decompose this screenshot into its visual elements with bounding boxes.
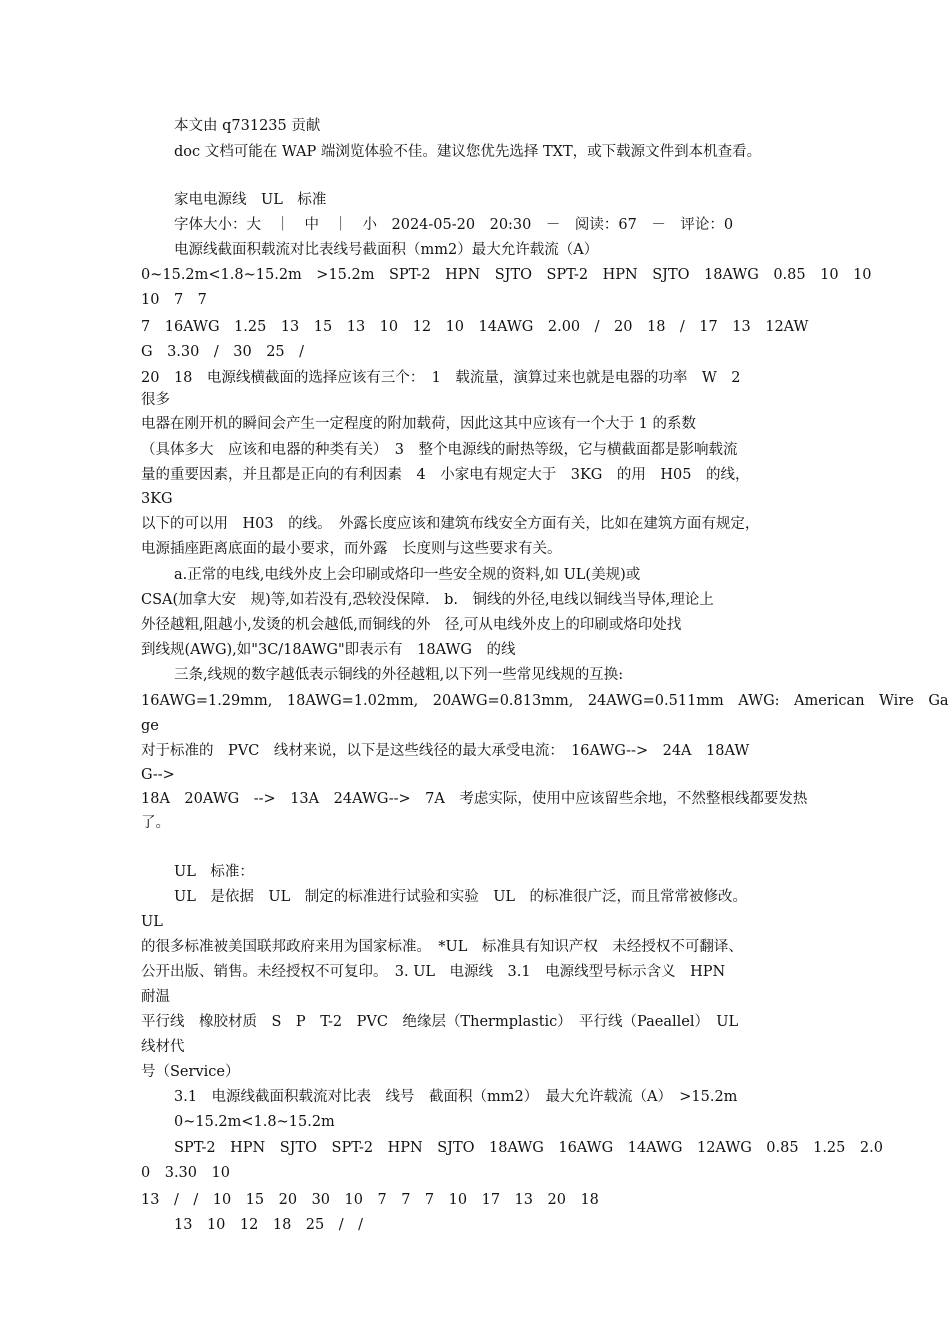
text-line: 10 7 7 (141, 292, 207, 308)
doc-notice-line: doc 文档可能在 WAP 端浏览体验不佳。建议您优先选择 TXT，或下载源文件到本机查看。 (174, 144, 762, 160)
text-line: 号（Service） (141, 1064, 240, 1080)
text-line: 以下的可以用 H03 的线。 外露长度应该和建筑布线安全方面有关，比如在建筑方面有规定， (141, 516, 760, 532)
text-line: 电源插座距离底面的最小要求，而外露 长度则与这些要求有关。 (141, 541, 562, 557)
text-line: 公开出版、销售。未经授权不可复印。 3. UL 电源线 3.1 电源线型号标示含义 HPN (141, 964, 726, 980)
text-line: 三条,线规的数字越低表示铜线的外径越粗,以下列一些常见线规的互换: (174, 667, 624, 683)
text-line: 电器在刚开机的瞬间会产生一定程度的附加载荷，因此这其中应该有一个大于 1 的系数 (141, 416, 696, 432)
text-line: 电源线截面积载流对比表线号截面积（mm2）最大允许载流（A） (174, 242, 599, 258)
text-line: 20 18 电源线横截面的选择应该有三个： 1 载流量，演算过来也就是电器的功率 W 2 (141, 370, 741, 386)
text-line: G 3.30 / 30 25 / (141, 344, 305, 360)
text-line: ge (141, 718, 159, 734)
text-line: 16AWG=1.29mm, 18AWG=1.02mm, 20AWG=0.813mm, 24AWG=0.511mm AWG: American Wire Ga (141, 693, 949, 709)
text-line: UL 是依据 UL 制定的标准进行试验和实验 UL 的标准很广泛，而且常常被修改。 (174, 889, 748, 905)
text-line: 0 3.30 10 (141, 1165, 230, 1181)
text-line: G--> (141, 767, 175, 783)
text-line: 了。 (141, 815, 170, 831)
section-heading: UL 标准： (174, 864, 254, 880)
text-line: 外径越粗,阻越小,发烫的机会越低,而铜线的外 径,可从电线外皮上的印刷或烙印处找 (141, 617, 682, 633)
document-title: 家电电源线 UL 标准 (174, 192, 327, 208)
text-line: 18A 20AWG --> 13A 24AWG--> 7A 考虑实际，使用中应该留些余地，不然整根线都要发热 (141, 791, 808, 807)
text-line: 7 16AWG 1.25 13 15 13 10 12 10 14AWG 2.00 / 20 18 / 17 13 12AW (141, 319, 809, 335)
text-line: 对于标准的 PVC 线材来说，以下是这些线径的最大承受电流： 16AWG--> 24A 18AW (141, 743, 750, 759)
text-line: 的很多标准被美国联邦政府来用为国家标准。 *UL 标准具有知识产权 未经授权不可翻译、 (141, 939, 743, 955)
text-line: 3.1 电源线截面积载流对比表 线号 截面积（mm2） 最大允许载流（A） >15.2m (174, 1089, 738, 1105)
text-line: 平行线 橡胶材质 S P T-2 PVC 绝缘层（Thermplastic） 平行线（Paeallel） UL (141, 1014, 739, 1030)
text-line: 很多 (141, 392, 170, 408)
text-line: 到线规(AWG),如"3C/18AWG"即表示有 18AWG 的线 (141, 642, 516, 658)
text-line: CSA(加拿大安 规)等,如若没有,恐较没保障. b. 铜线的外径,电线以铜线当导体,理论上 (141, 592, 714, 608)
text-line: 3KG (141, 491, 173, 507)
text-line: 13 10 12 18 25 / / (174, 1217, 364, 1233)
meta-line: 字体大小：大 ｜ 中 ｜ 小 2024-05-20 20:30 － 阅读：67 － 评论：0 (174, 217, 734, 233)
text-line: UL (141, 914, 163, 930)
text-line: 耐温 (141, 989, 170, 1005)
text-line: （具体多大 应该和电器的种类有关） 3 整个电源线的耐热等级，它与横截面都是影响载流 (141, 442, 738, 458)
text-line: 0~15.2m<1.8~15.2m >15.2m SPT-2 HPN SJTO SPT-2 HPN SJTO 18AWG 0.85 10 10 (141, 267, 872, 283)
contributor-line: 本文由 q731235 贡献 (174, 118, 321, 134)
text-line: 量的重要因素，并且都是正向的有利因素 4 小家电有规定大于 3KG 的用 H05 的线， (141, 467, 750, 483)
text-line: 13 / / 10 15 20 30 10 7 7 7 10 17 13 20 18 (141, 1192, 599, 1208)
text-line: SPT-2 HPN SJTO SPT-2 HPN SJTO 18AWG 16AWG 14AWG 12AWG 0.85 1.25 2.0 (174, 1140, 883, 1156)
text-line: 线材代 (141, 1039, 185, 1055)
text-line: 0~15.2m<1.8~15.2m (174, 1114, 335, 1130)
text-line: a.正常的电线,电线外皮上会印刷或烙印一些安全规的资料,如 UL(美规)或 (174, 567, 641, 583)
